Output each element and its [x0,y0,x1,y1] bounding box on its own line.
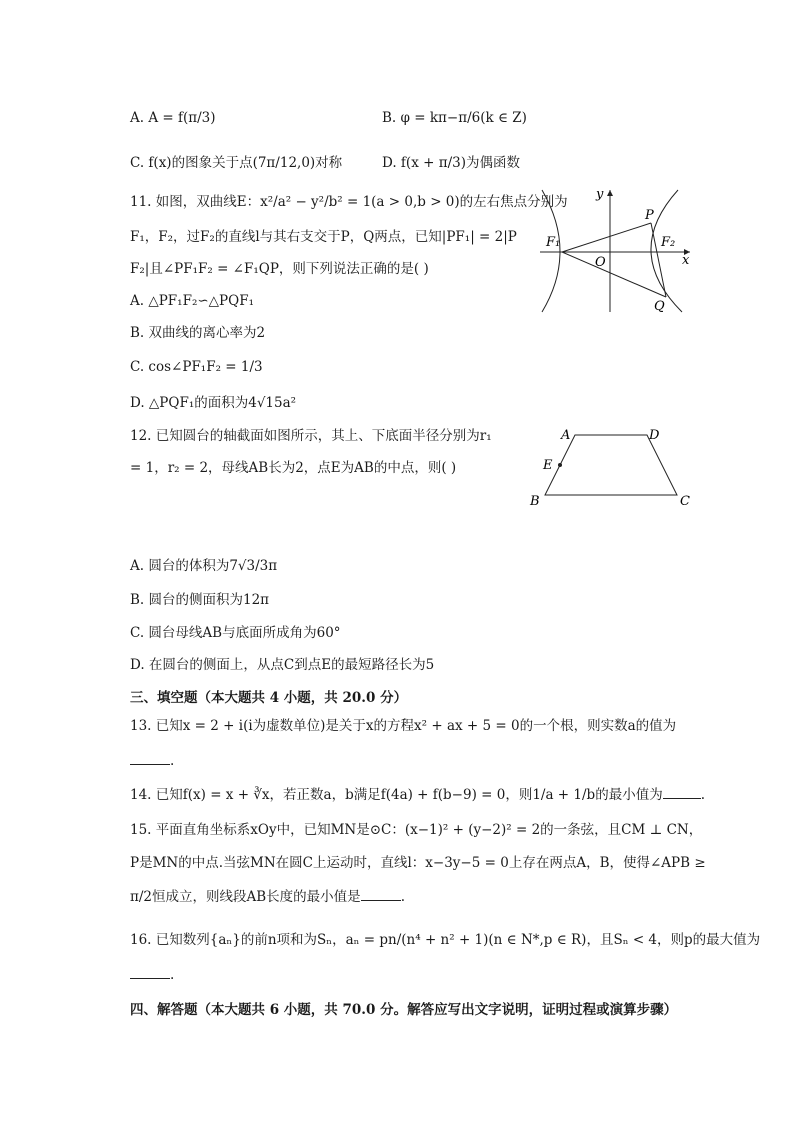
q13-answer-blank [130,752,170,765]
label-f2: F₂ [661,235,676,250]
right-branch [651,190,682,312]
q16-end: . [170,967,175,983]
q10-option-d: D. f(x + π/3)为偶函数 [382,155,520,171]
q13-end: . [170,753,175,769]
q15-stem-line2: P是MN的中点.当弦MN在圆C上运动时，直线l：x−3y−5 = 0上存在两点A，B，使得∠APB ≥ [130,855,706,871]
q11-option-c: C. cos∠PF₁F₂ = 1/3 [130,359,263,375]
hyperbola-figure [530,180,710,315]
q11-option-a: A. △PF₁F₂∽△PQF₁ [130,293,254,309]
q15-end: . [400,889,405,905]
label-q: Q [654,299,665,314]
label-o: O [595,255,606,270]
q12-stem-line1: 12. 已知圆台的轴截面如图所示，其上、下底面半径分别为r₁ [130,428,492,444]
label-y: y [596,187,604,202]
q11-stem-line1: 11. 如图，双曲线E：x²/a² − y²/b² = 1(a > 0,b > 0)的左右焦点分别为 [130,194,568,210]
label-f1: F₁ [546,235,561,250]
q15-stem-line1: 15. 平面直角坐标系xOy中，已知MN是⊙C：(x−1)² + (y−2)² = 2的一条弦，且CM ⊥ CN， [130,822,703,838]
q10-option-b: B. φ = kπ−π/6(k ∈ Z) [382,110,527,126]
q12-option-c: C. 圆台母线AB与底面所成角为60° [130,625,341,641]
segment-f1-p [562,223,651,252]
q14-text: 14. 已知f(x) = x + ∛x，若正数a，b满足f(4a) + f(b−9) = 0，则1/a + 1/b的最小值为 [130,787,663,803]
q16-answer-blank [130,966,170,979]
q11-stem-line3: F₂|且∠PF₁F₂ = ∠F₁QP，则下列说法正确的是( ) [130,261,429,277]
trapezoid-abcd [545,435,677,495]
q13-answer-line [130,752,174,770]
q12-option-a: A. 圆台的体积为7√3/3π [130,558,278,574]
q12-option-b: B. 圆台的侧面积为12π [130,592,270,608]
q14-end: . [700,787,705,803]
section-4-heading: 四、解答题（本大题共 6 小题，共 70.0 分。解答应写出文字说明，证明过程或演算步骤） [130,1002,678,1018]
label-b: B [530,494,540,509]
segment-f1-q [562,252,666,297]
q12-option-d: D. 在圆台的侧面上，从点C到点E的最短路径长为5 [130,657,435,673]
frustum-section-figure [525,425,700,515]
label-e: E [543,458,553,473]
q12-stem-line2: = 1，r₂ = 2，母线AB长为2，点E为AB的中点，则( ) [130,460,457,476]
q16-answer-line [130,966,174,984]
q13-stem: 13. 已知x = 2 + i(i为虚数单位)是关于x的方程x² + ax + 5 = 0的一个根，则实数a的值为 [130,718,677,734]
q14-answer-blank [663,786,701,799]
left-branch [542,190,560,312]
q15-stem-line3 [130,888,405,906]
q11-option-b: B. 双曲线的离心率为2 [130,325,266,341]
section-3-heading: 三、填空题（本大题共 4 小题，共 20.0 分） [130,690,408,706]
q16-stem: 16. 已知数列{aₙ}的前n项和为Sₙ，aₙ = pn/(n⁴ + n² + 1)(n ∈ N*,p ∈ R)，且Sₙ < 4，则p的最大值为 [130,932,761,948]
q11-option-d: D. △PQF₁的面积为4√15a² [130,395,297,411]
q15-answer-blank [361,888,401,901]
label-d: D [649,428,660,443]
q11-stem-line2: F₁，F₂，过F₂的直线l与其右支交于P，Q两点，已知|PF₁| = 2|P [130,229,517,245]
q10-option-c: C. f(x)的图象关于点(7π/12,0)对称 [130,155,343,171]
point-e [558,463,562,467]
label-a: A [561,428,571,443]
label-c: C [680,494,690,509]
q14-stem [130,786,705,804]
q15-text: π/2恒成立，则线段AB长度的最小值是 [130,889,361,905]
label-x: x [682,253,690,268]
q10-option-a: A. A = f(π/3) [130,110,216,126]
label-p: P [645,208,654,223]
